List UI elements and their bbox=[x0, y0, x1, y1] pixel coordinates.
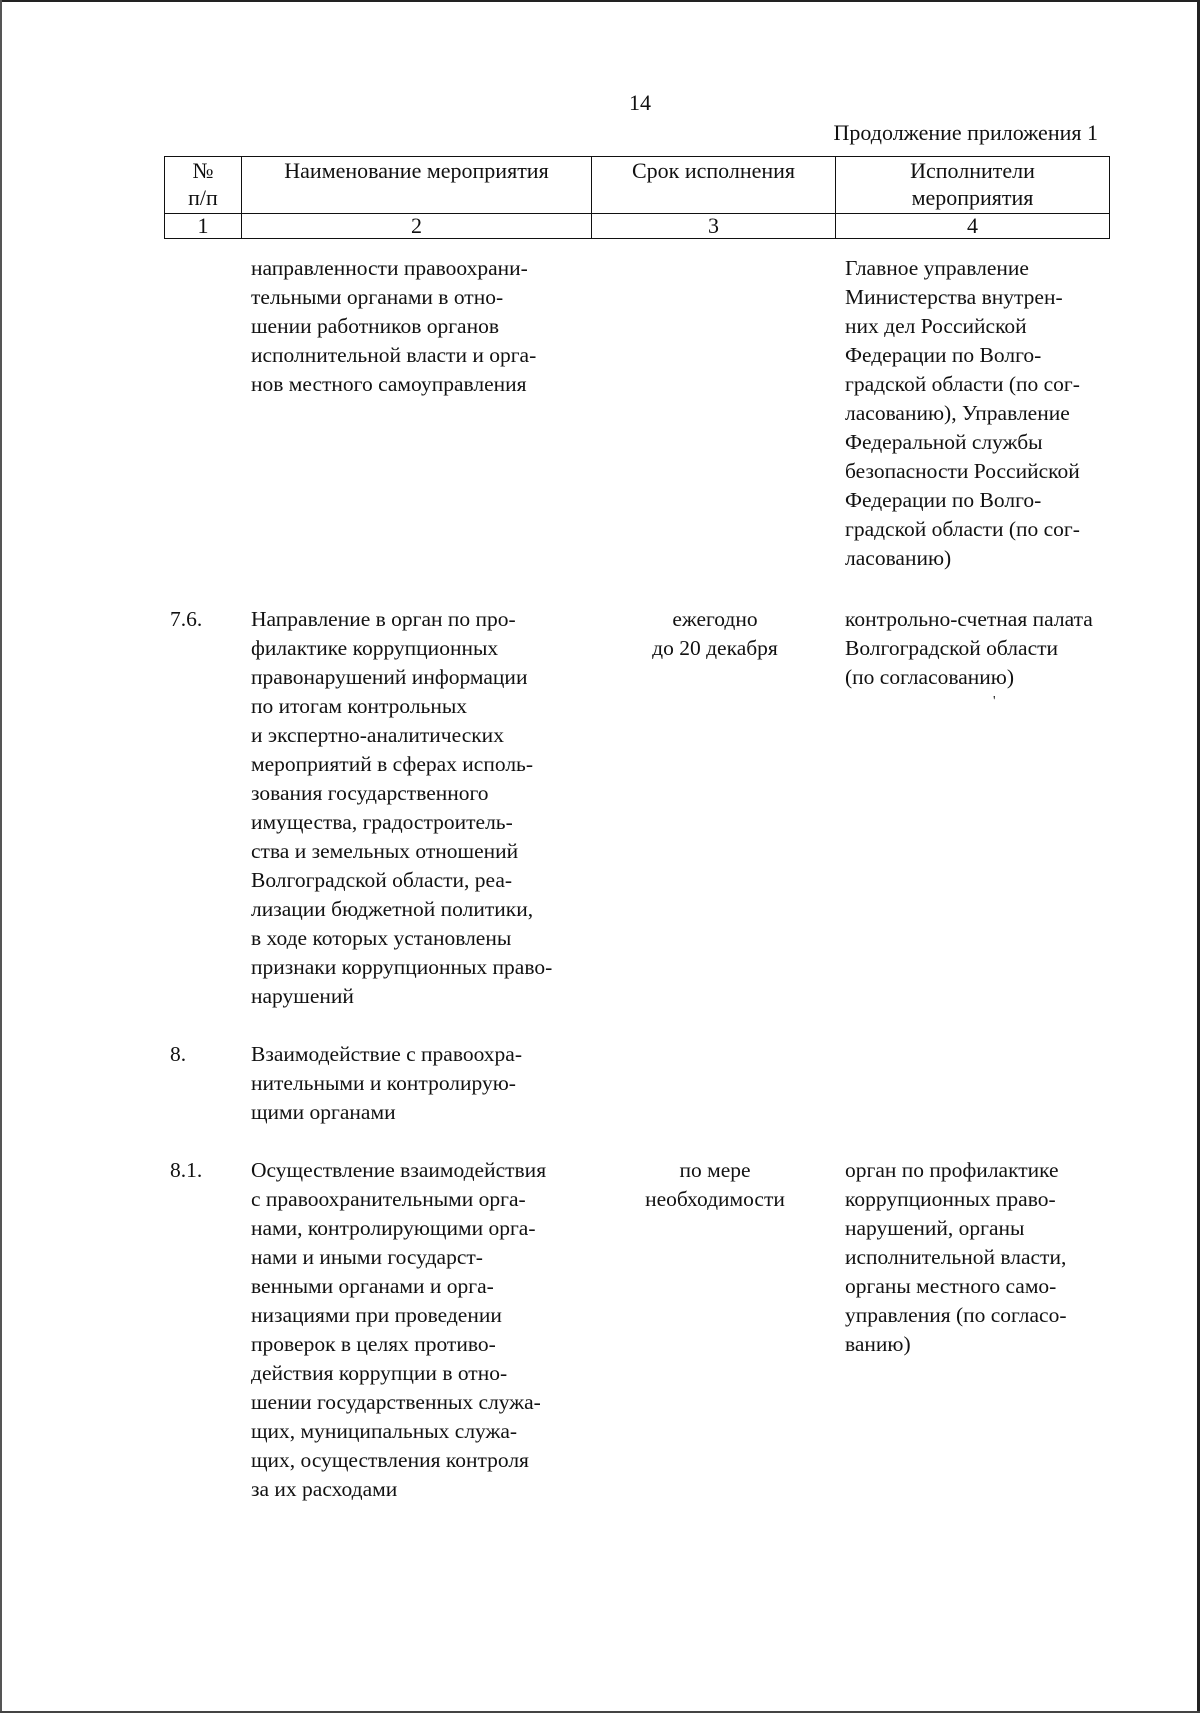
row-executors-line: Главное управление bbox=[845, 256, 1029, 280]
row-executors-line: ласованию), Управление bbox=[845, 401, 1070, 425]
row-activity-name-line: исполнительной власти и орга- bbox=[251, 343, 537, 367]
row-activity-name-line: нов местного самоуправления bbox=[251, 372, 527, 396]
row-term-line: по мере bbox=[679, 1158, 751, 1182]
row-executors-line: контрольно-счетная палата bbox=[845, 607, 1093, 631]
row-activity-name-line: проверок в целях противо- bbox=[251, 1332, 496, 1356]
row-activity-name-line: нами, контролирующими орга- bbox=[251, 1216, 536, 1240]
row-term-line: ежегодно bbox=[672, 607, 758, 631]
row-number: 8.1. bbox=[170, 1158, 203, 1182]
row-executors-line: (по согласованию) bbox=[845, 665, 1015, 689]
row-activity-name-line: щими органами bbox=[251, 1100, 396, 1124]
row-executors-line: управления (по согласо- bbox=[845, 1303, 1067, 1327]
row-activity-name-line: филактике коррупционных bbox=[251, 636, 499, 660]
row-activity-name-line: щих, осуществления контроля bbox=[251, 1448, 529, 1472]
row-activity-name-line: низациями при проведении bbox=[251, 1303, 502, 1327]
header-col-number-line: п/п bbox=[188, 185, 218, 210]
row-executors-line: градской области (по сог- bbox=[845, 372, 1080, 396]
table-header bbox=[164, 156, 1110, 239]
row-executors-line: коррупционных право- bbox=[845, 1187, 1056, 1211]
row-activity-name-line: шении работников органов bbox=[251, 314, 499, 338]
row-executors-line: органы местного само- bbox=[845, 1274, 1057, 1298]
header-col-number-line: № bbox=[192, 158, 214, 183]
row-activity-name-line: тельными органами в отно- bbox=[251, 285, 504, 309]
continuation-label: Продолжение приложения 1 bbox=[833, 120, 1098, 145]
row-activity-name-line: с правоохранительными орга- bbox=[251, 1187, 526, 1211]
row-term bbox=[605, 605, 825, 663]
row-activity-name-line: зования государственного bbox=[251, 781, 489, 805]
row-activity-name-line: нительными и контролирую- bbox=[251, 1071, 516, 1095]
row-activity-name-line: действия коррупции в отно- bbox=[251, 1361, 508, 1385]
row-activity-name-line: правонарушений информации bbox=[251, 665, 528, 689]
row-activity-name-line: имущества, градостроитель- bbox=[251, 810, 513, 834]
row-number: 8. bbox=[170, 1042, 187, 1066]
header-col-executors-line: Исполнители bbox=[910, 158, 1035, 183]
row-activity-name-line: признаки коррупционных право- bbox=[251, 955, 553, 979]
row-activity-name-line: нами и иными государст- bbox=[251, 1245, 483, 1269]
row-activity-name-line: лизации бюджетной политики, bbox=[251, 897, 534, 921]
row-activity-name-line: ства и земельных отношений bbox=[251, 839, 519, 863]
header-col-name-line: Наименование мероприятия bbox=[284, 158, 549, 183]
header-col-term-line: Срок исполнения bbox=[631, 158, 796, 183]
header-col-name bbox=[242, 157, 592, 214]
row-activity-name-line: в ходе которых установлены bbox=[251, 926, 512, 950]
row-executors-line: Федерации по Волго- bbox=[845, 343, 1042, 367]
header-col-term bbox=[592, 157, 836, 214]
row-executors-line: Министерства внутрен- bbox=[845, 285, 1063, 309]
row-executors-line: ванию) bbox=[845, 1332, 911, 1356]
row-term-line: необходимости bbox=[645, 1187, 785, 1211]
header-numbers-row bbox=[165, 214, 1110, 239]
stray-mark: ' bbox=[993, 694, 996, 709]
row-executors bbox=[845, 605, 1101, 692]
row-activity-name-line: направленности правоохрани- bbox=[251, 256, 528, 280]
row-executors-line: орган по профилактике bbox=[845, 1158, 1059, 1182]
row-executors-line: Федеральной службы bbox=[845, 430, 1043, 454]
row-activity-name bbox=[251, 605, 579, 1011]
row-activity-name-line: по итогам контрольных bbox=[251, 694, 468, 718]
row-term-line: до 20 декабря bbox=[652, 636, 778, 660]
row-executors bbox=[845, 1156, 1101, 1359]
row-activity-name-line: нарушений bbox=[251, 984, 354, 1008]
page-number: 14 bbox=[629, 90, 651, 115]
row-executors-line: ласованию) bbox=[845, 546, 952, 570]
header-number-1: 1 bbox=[165, 214, 242, 239]
row-activity-name-line: Взаимодействие с правоохра- bbox=[251, 1042, 523, 1066]
header-number-3: 3 bbox=[592, 214, 836, 239]
row-activity-name-line: венными органами и орга- bbox=[251, 1274, 494, 1298]
row-executors bbox=[845, 254, 1101, 573]
row-activity-name bbox=[251, 1040, 579, 1127]
row-number: 7.6. bbox=[170, 607, 203, 631]
row-executors-line: нарушений, органы bbox=[845, 1216, 1025, 1240]
scan-edge-top bbox=[0, 0, 1200, 2]
header-col-number bbox=[165, 157, 242, 214]
row-activity-name-line: Осуществление взаимодействия bbox=[251, 1158, 547, 1182]
row-executors-line: них дел Российской bbox=[845, 314, 1027, 338]
row-activity-name-line: мероприятий в сферах исполь- bbox=[251, 752, 534, 776]
scan-edge-left bbox=[0, 0, 2, 1713]
header-row bbox=[165, 157, 1110, 214]
header-col-executors bbox=[836, 157, 1110, 214]
row-activity-name-line: за их расходами bbox=[251, 1477, 398, 1501]
row-activity-name-line: Направление в орган по про- bbox=[251, 607, 516, 631]
header-col-executors-line: мероприятия bbox=[911, 185, 1034, 210]
row-activity-name bbox=[251, 254, 579, 399]
row-activity-name-line: и экспертно-аналитических bbox=[251, 723, 504, 747]
row-activity-name bbox=[251, 1156, 579, 1504]
row-activity-name-line: шении государственных служа- bbox=[251, 1390, 541, 1414]
row-executors-line: безопасности Российской bbox=[845, 459, 1080, 483]
row-activity-name-line: Волгоградской области, реа- bbox=[251, 868, 513, 892]
row-executors-line: исполнительной власти, bbox=[845, 1245, 1067, 1269]
header-number-4: 4 bbox=[836, 214, 1110, 239]
row-executors-line: градской области (по сог- bbox=[845, 517, 1080, 541]
row-executors-line: Федерации по Волго- bbox=[845, 488, 1042, 512]
row-executors-line: Волгоградской области bbox=[845, 636, 1059, 660]
row-term bbox=[605, 1156, 825, 1214]
row-activity-name-line: щих, муниципальных служа- bbox=[251, 1419, 518, 1443]
header-number-2: 2 bbox=[242, 214, 592, 239]
